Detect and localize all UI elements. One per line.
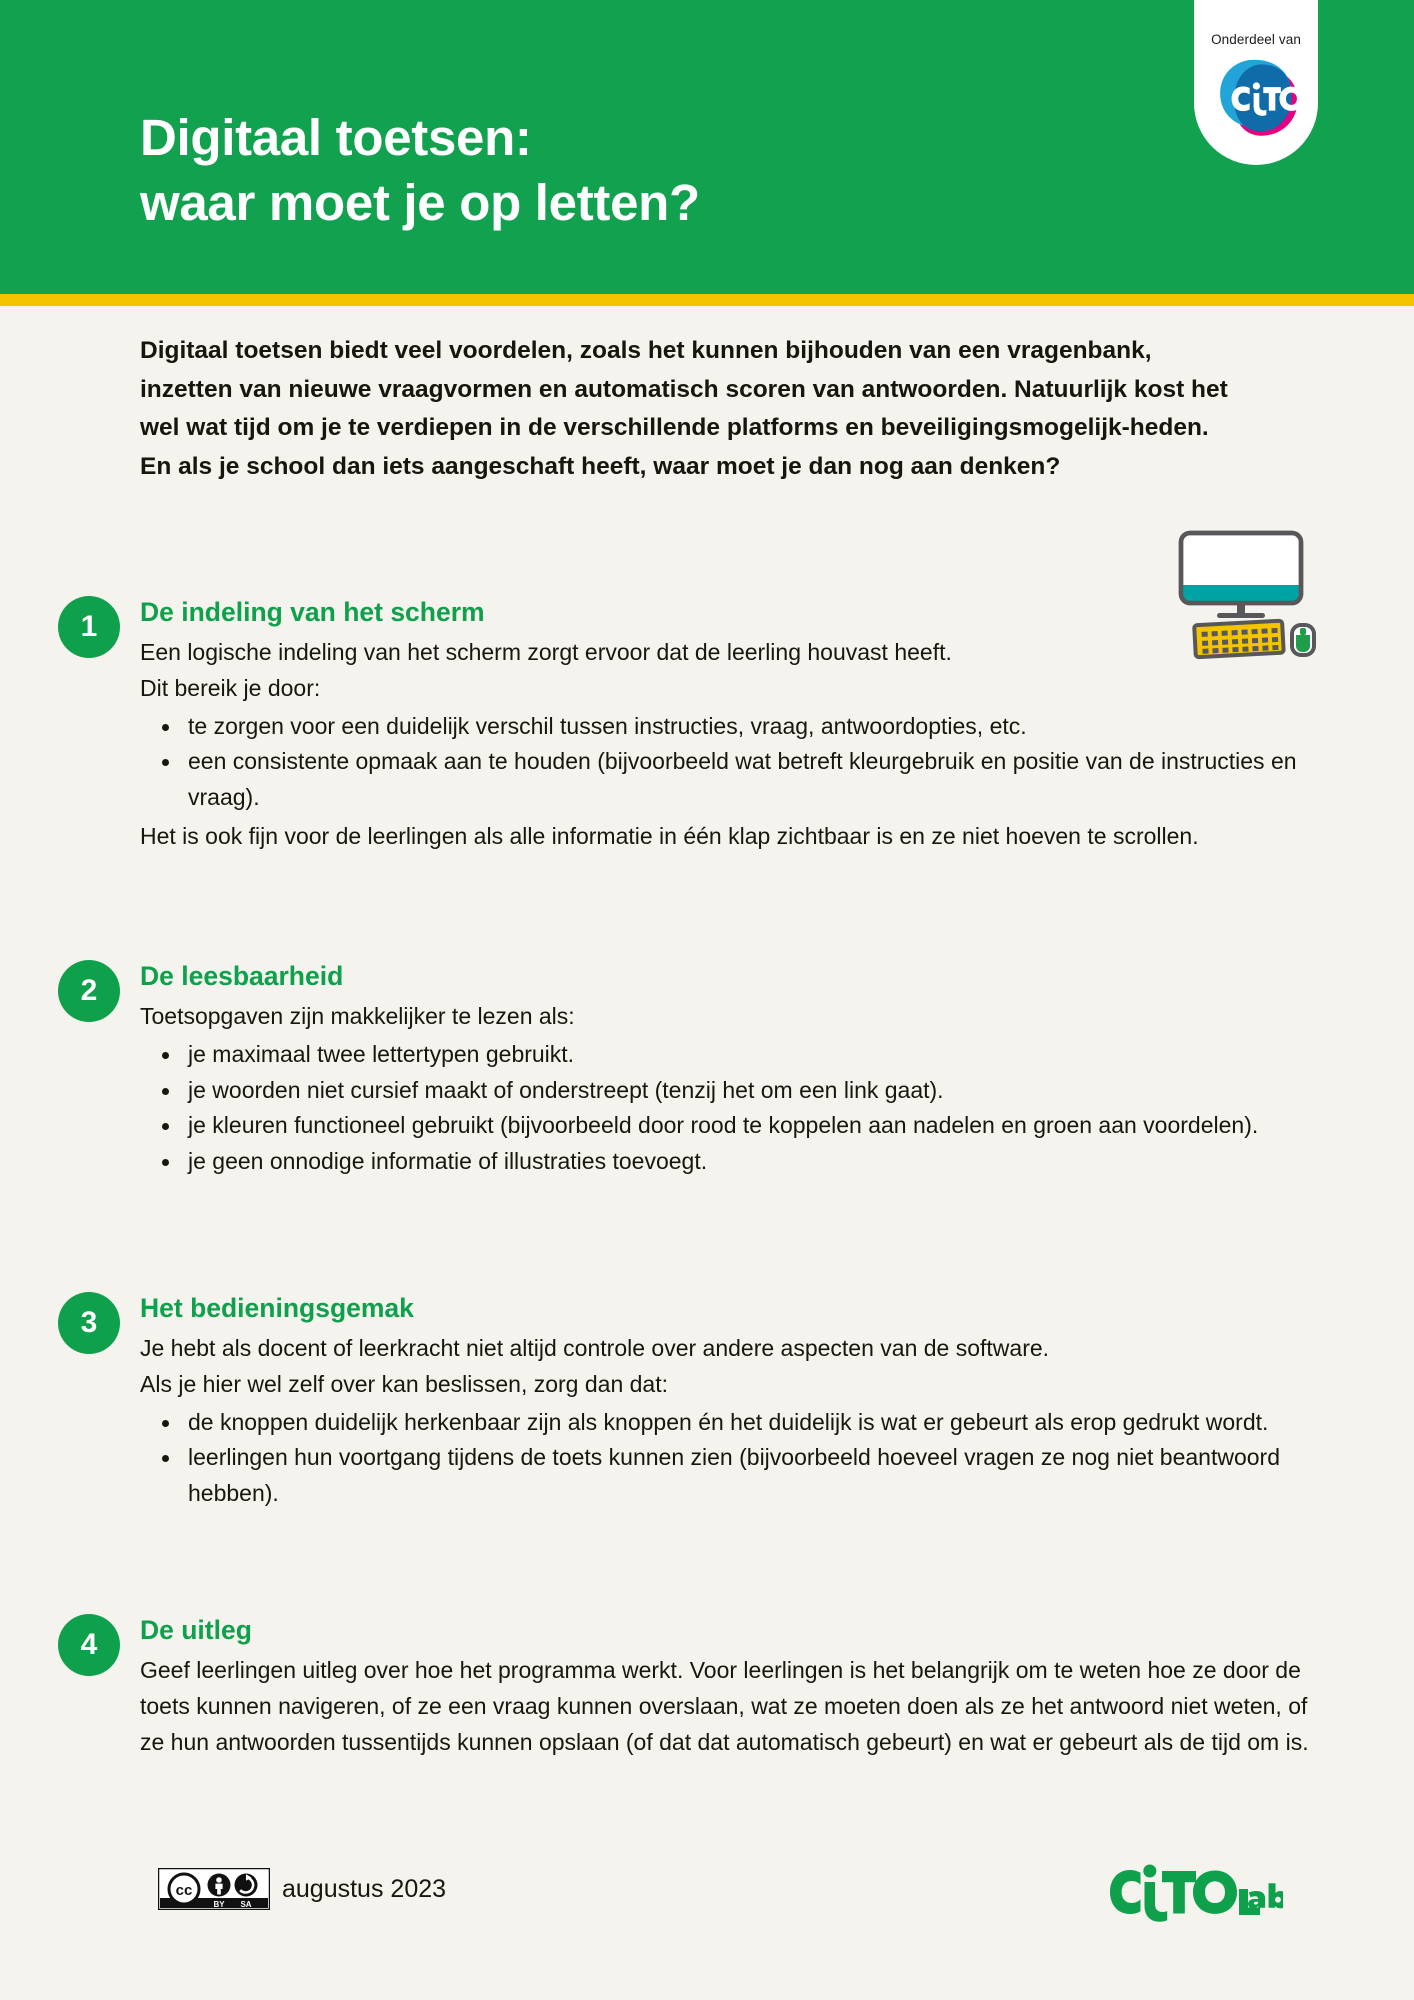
section-3-intro-line-1: Je hebt als docent of leerkracht niet altijd controle over andere aspecten van de software. [140,1335,1050,1362]
section-2-number-badge: 2 [58,960,120,1022]
list-item: je kleuren functioneel gebruikt (bijvoorbeeld door rood te koppelen aan nadelen en groen aan voordelen). [140,1108,1330,1144]
section-1-bullet-list [140,709,1330,816]
svg-text:cc: cc [175,1882,193,1899]
list-item: een consistente opmaak aan te houden (bijvoorbeeld wat betreft kleurgebruik en positie van de instructies en vraag). [140,744,1330,816]
list-item: je maximaal twee lettertypen gebruikt. [140,1037,1330,1073]
section-2-intro-line-1: Toetsopgaven zijn makkelijker te lezen als: [140,1003,575,1030]
section-1-intro-line-2: Dit bereik je door: [140,674,321,701]
publication-date: augustus 2023 [282,1875,447,1903]
intro-paragraph-block [140,332,1240,487]
page-title [140,105,700,236]
section-1-outro-line-1: Het is ook fijn voor de leerlingen als alle informatie in één klap zichtbaar is en ze niet hoeven te scrollen. [140,822,1199,849]
list-item: leerlingen hun voortgang tijdens de toets kunnen zien (bijvoorbeeld hoeveel vragen ze nog niet beantwoord hebben). [140,1440,1330,1512]
section-4-intro-line-1: Geef leerlingen uitleg over hoe het programma werkt. Voor leerlingen is het belangrijk om te weten hoe ze door de toets kunnen navigeren, of ze een vraag kunnen overslaan, wat ze moeten doen als ze het antwoord niet weten, of ze hun antwoorden tussentijds kunnen opslaan (of dat dat automatisch gebeurt) en wat er gebeurt als de tijd om is. [140,1657,1309,1755]
intro-paragraph: Digitaal toetsen biedt veel voordelen, zoals het kunnen bijhouden van een vragenbank, inzetten van nieuwe vraagvormen en automatisch scoren van antwoorden. Natuurlijk kost het wel wat tijd om je te verdiepen in de verschillende platforms en beveiligingsmogelijk-heden. En als je school dan iets aangeschaft heeft, waar moet je dan nog aan denken? [140,337,1228,481]
list-item: de knoppen duidelijk herkenbaar zijn als knoppen én het duidelijk is wat er gebeurt als erop gedrukt wordt. [140,1405,1330,1441]
section-3-bullet-list [140,1405,1330,1512]
page-title-line-1: Digitaal toetsen: [140,109,532,166]
list-item: te zorgen voor een duidelijk verschil tussen instructies, vraag, antwoordopties, etc. [140,709,1330,745]
section-1-heading: De indeling van het scherm [140,597,485,627]
section-3-heading: Het bedieningsgemak [140,1293,414,1323]
section-3-intro-line-2: Als je hier wel zelf over kan beslissen, zorg dan dat: [140,1370,668,1397]
svg-text:SA: SA [240,1900,252,1909]
section-4-number-badge: 4 [58,1614,120,1676]
list-item: je woorden niet cursief maakt of onderstreept (tenzij het om een link gaat). [140,1073,1330,1109]
yellow-accent-bar [0,294,1414,306]
section-3-number-badge: 3 [58,1292,120,1354]
cito-badge-tagline: Onderdeel van [1211,32,1301,47]
svg-text:BY: BY [213,1900,225,1909]
section-2-bullet-list [140,1037,1330,1180]
section-1-intro-line-1: Een logische indeling van het scherm zorgt ervoor dat de leerling houvast heeft. [140,639,952,666]
section-4-heading: De uitleg [140,1615,252,1645]
list-item: je geen onnodige informatie of illustraties toevoegt. [140,1144,1330,1180]
citolab-logo-icon [1108,1862,1283,1922]
section-2-heading: De leesbaarheid [140,961,344,991]
cito-logo-icon [1214,53,1302,141]
page-footer [0,1862,1414,1952]
page-title-line-2: waar moet je op letten? [140,174,700,232]
creative-commons-by-sa-icon[interactable] [158,1868,270,1910]
section-1-number-badge: 1 [58,596,120,658]
cito-brand-badge [1194,0,1318,165]
